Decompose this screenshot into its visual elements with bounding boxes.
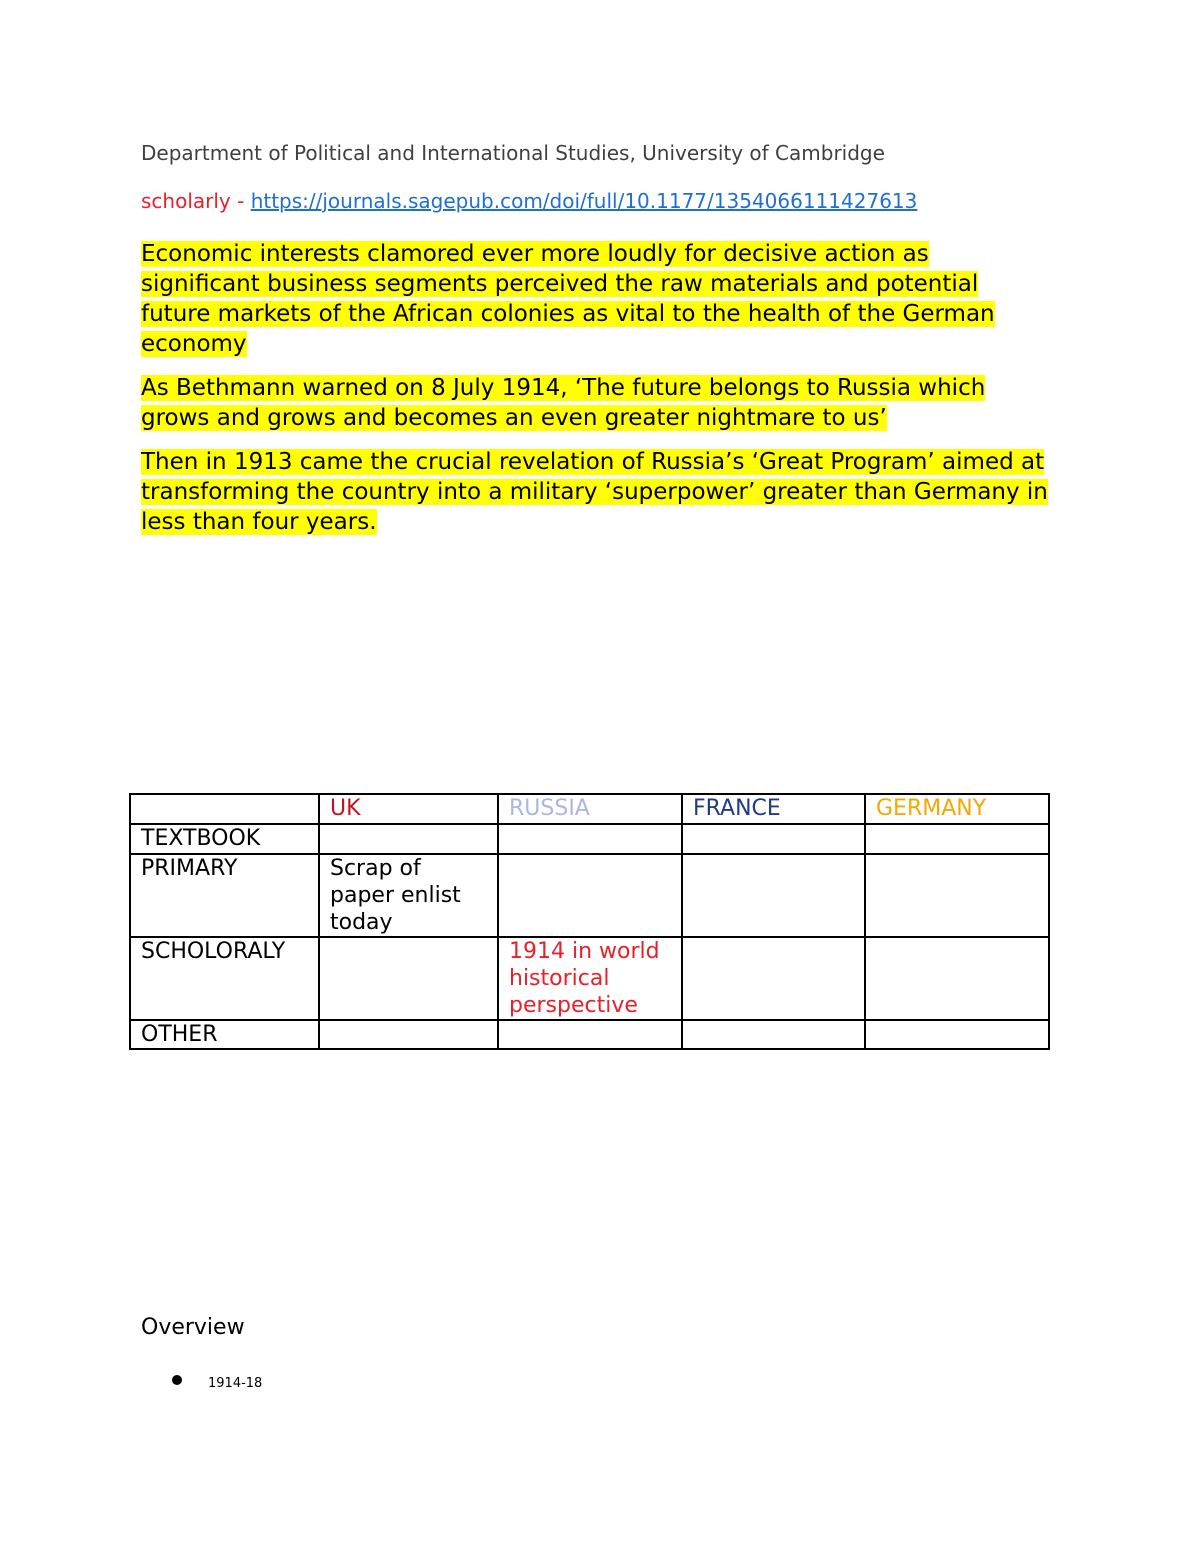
quote-great-program (141, 447, 1051, 537)
highlighted-quote-text: As Bethmann warned on 8 July 1914, ‘The future belongs to Russia which grows and grows and becomes an even greater nightmare to us’ (141, 375, 986, 431)
list-item-text: 1914-18 (208, 1376, 263, 1391)
table-cell[interactable] (498, 854, 682, 937)
table-row (130, 1020, 1049, 1049)
table-header-row (130, 794, 1049, 824)
row-label-other[interactable]: OTHER (130, 1020, 319, 1049)
header-uk[interactable]: UK (319, 794, 498, 824)
table-cell[interactable] (498, 824, 682, 854)
table-cell[interactable] (865, 854, 1049, 937)
table-cell[interactable] (865, 937, 1049, 1020)
table-row (130, 937, 1049, 1020)
highlighted-quote-text: Then in 1913 came the crucial revelation of Russia’s ‘Great Program’ aimed at transforming the country into a military ‘superpower’ greater than Germany in less than four years. (141, 449, 1048, 535)
source-table (129, 793, 1050, 1050)
table-cell[interactable] (682, 854, 865, 937)
row-label-scholarly[interactable]: SCHOLORALY (130, 937, 319, 1020)
table-cell[interactable]: Scrap of paper enlist today (319, 854, 498, 937)
table-cell[interactable] (865, 824, 1049, 854)
table-row (130, 854, 1049, 937)
table-row (130, 824, 1049, 854)
table-cell[interactable] (865, 1020, 1049, 1049)
row-label-textbook[interactable]: TEXTBOOK (130, 824, 319, 854)
bullet-icon (172, 1375, 182, 1385)
quote-economic-interests (141, 239, 1051, 359)
header-germany[interactable]: GERMANY (865, 794, 1049, 824)
table-cell[interactable] (319, 1020, 498, 1049)
quote-bethmann (141, 373, 1051, 433)
table-cell[interactable] (682, 937, 865, 1020)
header-russia[interactable]: RUSSIA (498, 794, 682, 824)
source-link[interactable]: https://journals.sagepub.com/doi/full/10.1177/1354066111427613 (250, 189, 918, 213)
table-cell[interactable] (498, 1020, 682, 1049)
row-label-primary[interactable]: PRIMARY (130, 854, 319, 937)
table-cell[interactable] (682, 824, 865, 854)
list-item (172, 1375, 262, 1391)
department-line: Department of Political and International Studies, University of Cambridge (141, 141, 885, 165)
highlighted-quote-text: Economic interests clamored ever more loudly for decisive action as significant business segments perceived the raw materials and potential future markets of the African colonies as vital to the health of the German economy (141, 241, 995, 357)
header-france[interactable]: FRANCE (682, 794, 865, 824)
table-cell[interactable]: 1914 in world historical perspective (498, 937, 682, 1020)
source-label: scholarly - (141, 189, 251, 213)
table-cell[interactable] (319, 937, 498, 1020)
source-line (141, 189, 917, 213)
table-cell[interactable] (319, 824, 498, 854)
table-cell[interactable] (682, 1020, 865, 1049)
overview-heading: Overview (141, 1315, 245, 1340)
table-header-cell[interactable] (130, 794, 319, 824)
